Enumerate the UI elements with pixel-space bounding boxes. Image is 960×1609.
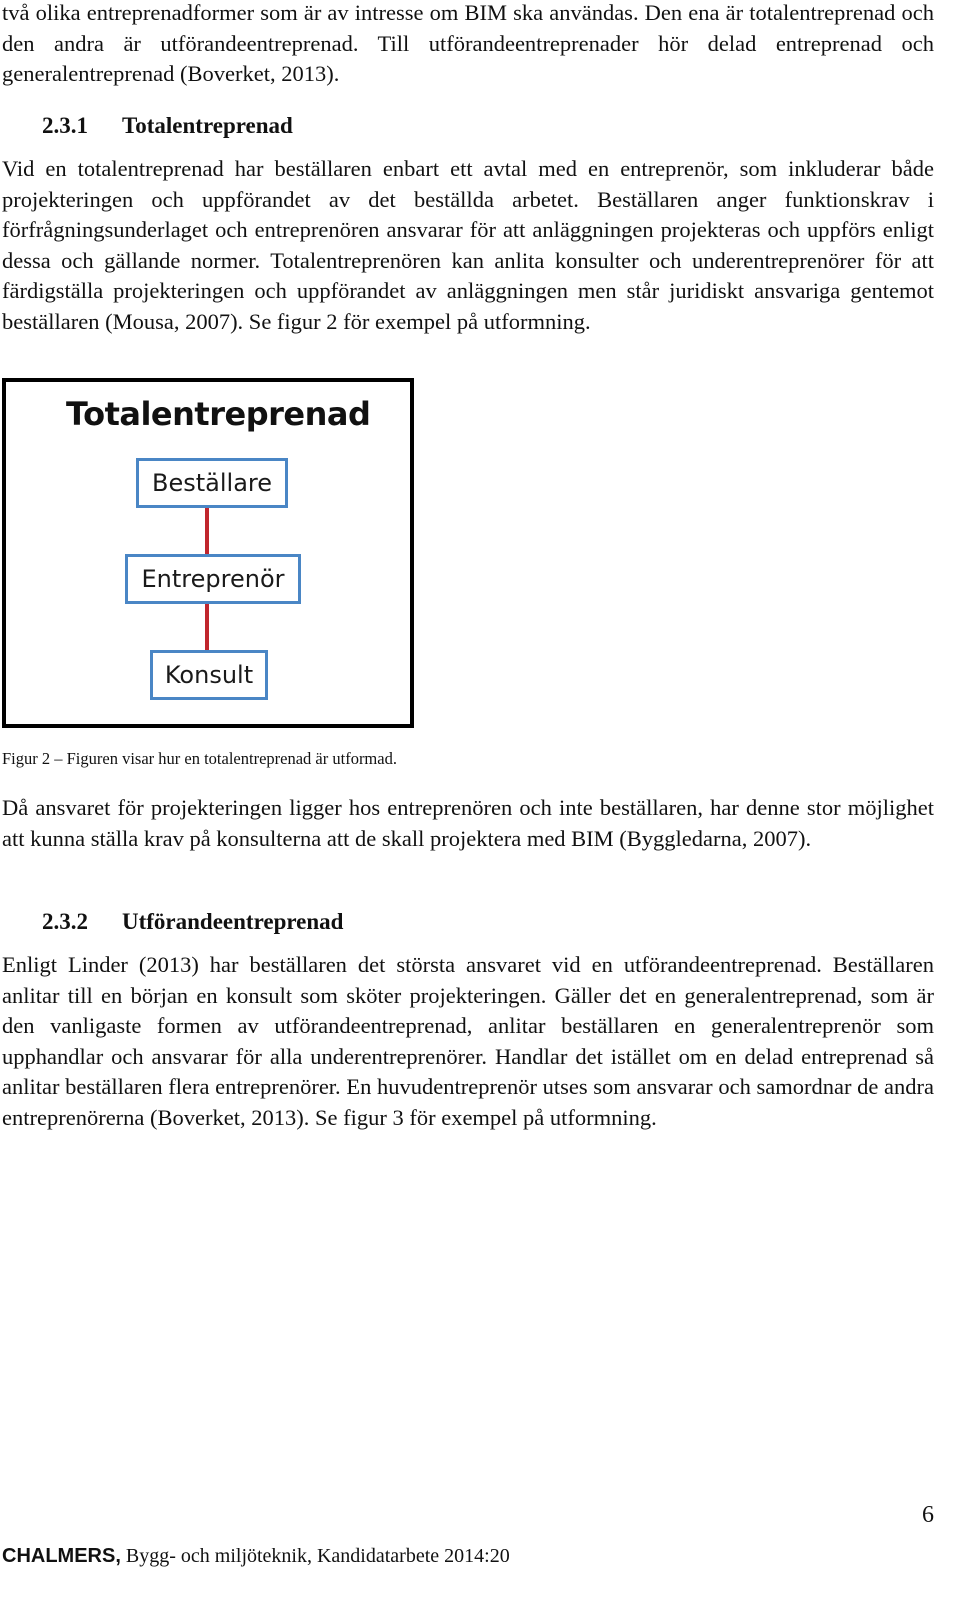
section-number: 2.3.1 [42,113,88,138]
section-number: 2.3.2 [42,909,88,934]
totalentreprenad-paragraph: Vid en totalentreprenad har beställaren enbart ett avtal med en entreprenör, som inkluderar både projekteringen och uppförandet av det beställda arbetet. Beställaren anger funktionskrav i förfrågningsunderlaget och entreprenören ansvarar för att anläggningen projekteras och uppförs enligt dessa och gällande normer. Totalentreprenören kan anlita konsulter och underentreprenörer för att färdigställa projekteringen och uppförandet av anläggningen men står juridiskt ansvariga gentemot beställaren (Mousa, 2007). Se figur 2 för exempel på utformning. [2,156,934,334]
footer-text: Bygg- och miljöteknik, Kandidatarbete 2014:20 [120,1545,510,1567]
utforandeentreprenad-paragraph: Enligt Linder (2013) har beställaren det största ansvaret vid en utförandeentreprenad. Beställaren anlitar till en början en konsult som sköter projekteringen. Gäller det en generalentreprenad, som är den vanligaste formen av utförandeentreprenad, anlitar beställaren en generalentreprenör som upphandlar och ansvarar för alla underentreprenörer. Handlar det istället om en delad entreprenad så anlitar beställaren flera entreprenörer. En huvudentreprenör utses som ansvarar och samordnar de andra entreprenörerna (Boverket, 2013). Se figur 3 för exempel på utformning. [2,952,934,1130]
node-entreprenor: Entreprenör [125,554,301,604]
section-title: Totalentreprenad [122,113,293,138]
connector-line [205,506,209,554]
node-konsult: Konsult [150,650,268,700]
page-number: 6 [922,1502,934,1528]
section-heading-totalentreprenad [42,111,293,141]
figure-title: Totalentreprenad [66,395,371,433]
after-figure-paragraph: Då ansvaret för projekteringen ligger hos entreprenören och inte beställaren, har denne stor möjlighet att kunna ställa krav på konsulterna att de skall projektera med BIM (Byggledarna, 2007). [2,795,934,851]
section-heading-utforandeentreprenad [42,907,343,937]
figure-caption: Figur 2 – Figuren visar hur en totalentreprenad är utformad. [2,749,397,768]
figure-totalentreprenad-diagram [2,378,414,728]
connector-line [205,604,209,650]
node-bestallare: Beställare [136,458,288,508]
intro-paragraph: två olika entreprenadformer som är av intresse om BIM ska användas. Den ena är totalentreprenad och den andra är utförandeentreprenad. Till utförandeentreprenader hör delad entreprenad och generalentreprenad (Boverket, 2013). [2,0,934,86]
footer-brand: CHALMERS, [2,1545,121,1567]
page-footer [2,1543,510,1569]
section-title: Utförandeentreprenad [122,909,344,934]
